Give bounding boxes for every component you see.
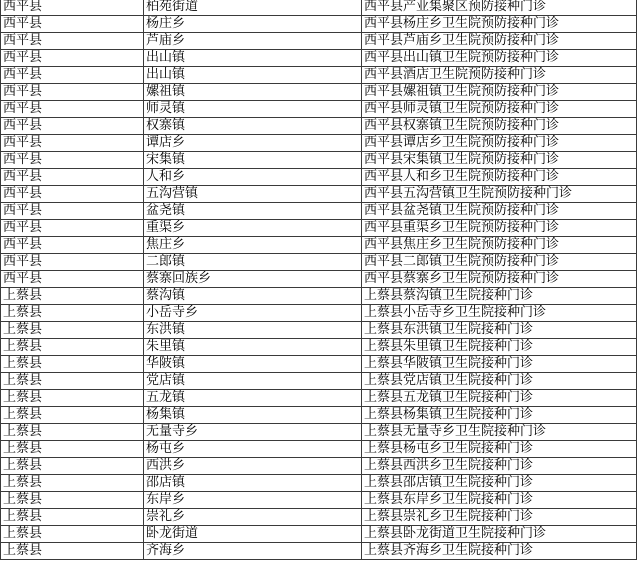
table-row xyxy=(1,33,637,50)
county-cell[interactable]: 西平县 xyxy=(1,237,144,254)
table-row xyxy=(1,305,637,322)
township-cell[interactable]: 东岸乡 xyxy=(144,492,362,509)
table-row xyxy=(1,67,637,84)
county-cell[interactable]: 西平县 xyxy=(1,254,144,271)
clinic-name-cell[interactable]: 上蔡县华陂镇卫生院接种门诊 xyxy=(362,356,637,373)
township-cell[interactable]: 二郎镇 xyxy=(144,254,362,271)
clinic-name-cell[interactable]: 上蔡县朱里镇卫生院接种门诊 xyxy=(362,339,637,356)
township-cell[interactable]: 宋集镇 xyxy=(144,152,362,169)
table-row xyxy=(1,475,637,492)
township-cell[interactable]: 出山镇 xyxy=(144,50,362,67)
clinic-name-cell[interactable]: 上蔡县无量寺乡卫生院接种门诊 xyxy=(362,424,637,441)
township-cell[interactable]: 卧龙街道 xyxy=(144,526,362,543)
township-cell[interactable]: 柏苑街道 xyxy=(144,0,362,16)
table-row xyxy=(1,271,637,288)
township-cell[interactable]: 小岳寺乡 xyxy=(144,305,362,322)
table-row xyxy=(1,84,637,101)
township-cell[interactable]: 华陂镇 xyxy=(144,356,362,373)
clinic-name-cell[interactable]: 上蔡县小岳寺乡卫生院接种门诊 xyxy=(362,305,637,322)
county-cell[interactable]: 上蔡县 xyxy=(1,322,144,339)
township-cell[interactable]: 盆尧镇 xyxy=(144,203,362,220)
county-cell[interactable]: 西平县 xyxy=(1,186,144,203)
county-cell[interactable]: 上蔡县 xyxy=(1,424,144,441)
table-body xyxy=(1,0,637,560)
table-row xyxy=(1,441,637,458)
table-row xyxy=(1,492,637,509)
clinic-name-cell[interactable]: 西平县五沟营镇卫生院预防接种门诊 xyxy=(362,186,637,203)
table-row xyxy=(1,169,637,186)
county-cell[interactable]: 西平县 xyxy=(1,67,144,84)
township-cell[interactable]: 权寨镇 xyxy=(144,118,362,135)
county-cell[interactable]: 西平县 xyxy=(1,84,144,101)
county-cell[interactable]: 上蔡县 xyxy=(1,288,144,305)
clinic-name-cell[interactable]: 西平县出山镇卫生院预防接种门诊 xyxy=(362,50,637,67)
table-row xyxy=(1,220,637,237)
county-cell[interactable]: 西平县 xyxy=(1,135,144,152)
township-cell[interactable]: 杨集镇 xyxy=(144,407,362,424)
table-row xyxy=(1,509,637,526)
clinic-name-cell[interactable]: 西平县二郎镇卫生院预防接种门诊 xyxy=(362,254,637,271)
clinic-name-cell[interactable]: 西平县师灵镇卫生院预防接种门诊 xyxy=(362,101,637,118)
table-row xyxy=(1,186,637,203)
clinic-name-cell[interactable]: 上蔡县崇礼乡卫生院接种门诊 xyxy=(362,509,637,526)
table-row xyxy=(1,135,637,152)
clinic-name-cell[interactable]: 西平县产业集聚区预防接种门诊 xyxy=(362,0,637,16)
township-cell[interactable]: 杨屯乡 xyxy=(144,441,362,458)
clinic-name-cell[interactable]: 上蔡县五龙镇卫生院接种门诊 xyxy=(362,390,637,407)
clinic-name-cell[interactable]: 上蔡县东岸乡卫生院接种门诊 xyxy=(362,492,637,509)
clinic-name-cell[interactable]: 西平县蔡寨乡卫生院预防接种门诊 xyxy=(362,271,637,288)
township-cell[interactable]: 邵店镇 xyxy=(144,475,362,492)
table-row xyxy=(1,50,637,67)
table-row xyxy=(1,339,637,356)
county-cell[interactable]: 西平县 xyxy=(1,203,144,220)
table-row xyxy=(1,356,637,373)
county-cell[interactable]: 上蔡县 xyxy=(1,526,144,543)
township-cell[interactable]: 重渠乡 xyxy=(144,220,362,237)
clinic-name-cell[interactable]: 西平县重渠乡卫生院预防接种门诊 xyxy=(362,220,637,237)
county-cell[interactable]: 上蔡县 xyxy=(1,492,144,509)
county-cell[interactable]: 上蔡县 xyxy=(1,373,144,390)
county-cell[interactable]: 上蔡县 xyxy=(1,458,144,475)
clinic-name-cell[interactable]: 西平县权寨镇卫生院预防接种门诊 xyxy=(362,118,637,135)
township-cell[interactable]: 五龙镇 xyxy=(144,390,362,407)
table-row xyxy=(1,543,637,560)
township-cell[interactable]: 西洪乡 xyxy=(144,458,362,475)
clinic-name-cell[interactable]: 上蔡县邵店镇卫生院接种门诊 xyxy=(362,475,637,492)
table-row xyxy=(1,203,637,220)
table-row xyxy=(1,424,637,441)
clinic-name-cell[interactable]: 西平县嫘祖镇卫生院预防接种门诊 xyxy=(362,84,637,101)
clinic-name-cell[interactable]: 西平县芦庙乡卫生院预防接种门诊 xyxy=(362,33,637,50)
clinic-name-cell[interactable]: 上蔡县杨集镇卫生院接种门诊 xyxy=(362,407,637,424)
clinic-name-cell[interactable]: 西平县杨庄乡卫生院预防接种门诊 xyxy=(362,16,637,33)
table-row xyxy=(1,288,637,305)
county-cell[interactable]: 西平县 xyxy=(1,33,144,50)
clinic-name-cell[interactable]: 上蔡县西洪乡卫生院接种门诊 xyxy=(362,458,637,475)
township-cell[interactable]: 人和乡 xyxy=(144,169,362,186)
county-cell[interactable]: 上蔡县 xyxy=(1,390,144,407)
clinic-name-cell[interactable]: 西平县盆尧镇卫生院预防接种门诊 xyxy=(362,203,637,220)
table-row xyxy=(1,0,637,16)
clinic-name-cell[interactable]: 上蔡县东洪镇卫生院接种门诊 xyxy=(362,322,637,339)
township-cell[interactable]: 嫘祖镇 xyxy=(144,84,362,101)
township-cell[interactable]: 芦庙乡 xyxy=(144,33,362,50)
township-cell[interactable]: 崇礼乡 xyxy=(144,509,362,526)
township-cell[interactable]: 杨庄乡 xyxy=(144,16,362,33)
township-cell[interactable]: 齐海乡 xyxy=(144,543,362,560)
county-cell[interactable]: 西平县 xyxy=(1,220,144,237)
township-cell[interactable]: 蔡沟镇 xyxy=(144,288,362,305)
township-cell[interactable]: 谭店乡 xyxy=(144,135,362,152)
clinic-name-cell[interactable]: 上蔡县杨屯乡卫生院接种门诊 xyxy=(362,441,637,458)
county-cell[interactable]: 上蔡县 xyxy=(1,509,144,526)
table-row xyxy=(1,237,637,254)
county-cell[interactable]: 上蔡县 xyxy=(1,475,144,492)
clinic-name-cell[interactable]: 上蔡县党店镇卫生院接种门诊 xyxy=(362,373,637,390)
township-cell[interactable]: 出山镇 xyxy=(144,67,362,84)
clinic-name-cell[interactable]: 上蔡县蔡沟镇卫生院接种门诊 xyxy=(362,288,637,305)
township-cell[interactable]: 东洪镇 xyxy=(144,322,362,339)
county-cell[interactable]: 上蔡县 xyxy=(1,356,144,373)
county-cell[interactable]: 西平县 xyxy=(1,50,144,67)
county-cell[interactable]: 西平县 xyxy=(1,169,144,186)
table-row xyxy=(1,390,637,407)
county-cell[interactable]: 上蔡县 xyxy=(1,441,144,458)
table-row xyxy=(1,322,637,339)
table-row xyxy=(1,101,637,118)
county-cell[interactable]: 西平县 xyxy=(1,271,144,288)
table-row xyxy=(1,152,637,169)
clinic-name-cell[interactable]: 西平县人和乡卫生院预防接种门诊 xyxy=(362,169,637,186)
table-row xyxy=(1,254,637,271)
township-cell[interactable]: 蔡寨回族乡 xyxy=(144,271,362,288)
county-cell[interactable]: 西平县 xyxy=(1,152,144,169)
county-cell[interactable]: 上蔡县 xyxy=(1,305,144,322)
table-row xyxy=(1,118,637,135)
township-cell[interactable]: 朱里镇 xyxy=(144,339,362,356)
county-cell[interactable]: 西平县 xyxy=(1,16,144,33)
clinic-name-cell[interactable]: 西平县谭店乡卫生院预防接种门诊 xyxy=(362,135,637,152)
table-row xyxy=(1,526,637,543)
table-row xyxy=(1,458,637,475)
township-cell[interactable]: 师灵镇 xyxy=(144,101,362,118)
township-cell[interactable]: 党店镇 xyxy=(144,373,362,390)
township-cell[interactable]: 焦庄乡 xyxy=(144,237,362,254)
county-cell[interactable]: 西平县 xyxy=(1,0,144,16)
county-cell[interactable]: 上蔡县 xyxy=(1,339,144,356)
township-cell[interactable]: 五沟营镇 xyxy=(144,186,362,203)
clinic-name-cell[interactable]: 西平县酒店卫生院预防接种门诊 xyxy=(362,67,637,84)
township-cell[interactable]: 无量寺乡 xyxy=(144,424,362,441)
clinic-name-cell[interactable]: 上蔡县卧龙街道卫生院接种门诊 xyxy=(362,526,637,543)
table-row xyxy=(1,373,637,390)
county-cell[interactable]: 西平县 xyxy=(1,118,144,135)
clinic-name-cell[interactable]: 西平县焦庄乡卫生院预防接种门诊 xyxy=(362,237,637,254)
table-row xyxy=(1,16,637,33)
county-cell[interactable]: 上蔡县 xyxy=(1,407,144,424)
county-cell[interactable]: 上蔡县 xyxy=(1,543,144,560)
clinic-name-cell[interactable]: 上蔡县齐海乡卫生院接种门诊 xyxy=(362,543,637,560)
clinic-name-cell[interactable]: 西平县宋集镇卫生院预防接种门诊 xyxy=(362,152,637,169)
county-cell[interactable]: 西平县 xyxy=(1,101,144,118)
table-row xyxy=(1,407,637,424)
